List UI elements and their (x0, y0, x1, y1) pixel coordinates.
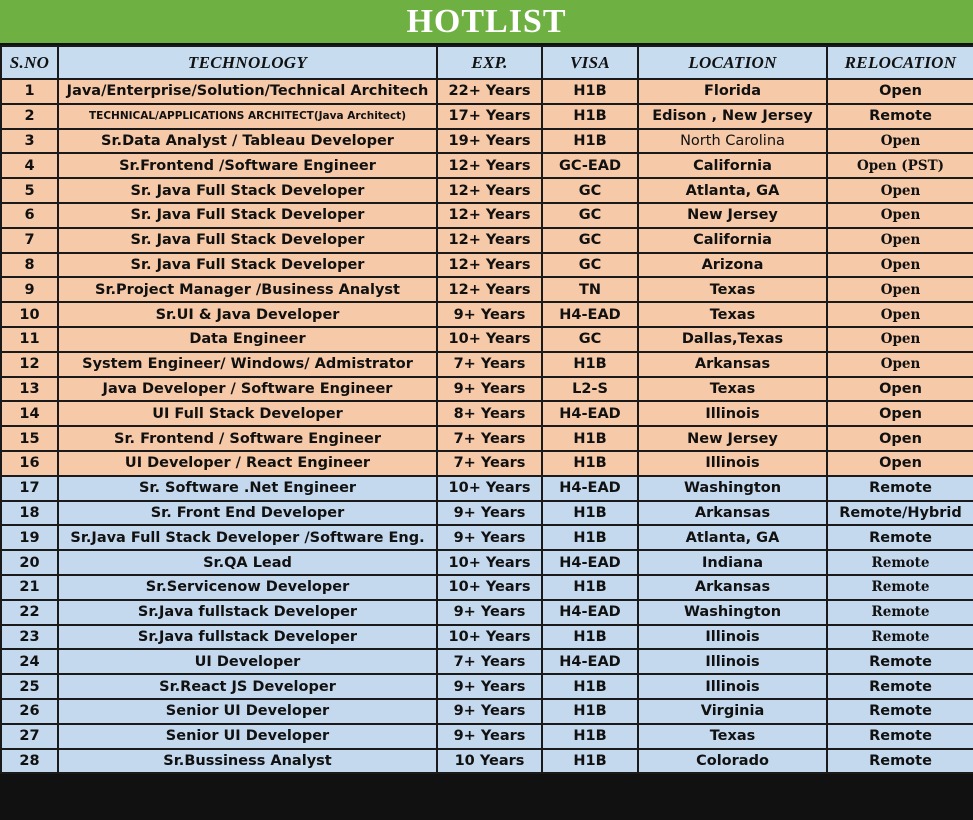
cell-exp: 9+ Years (437, 724, 542, 749)
cell-relocation: Remote (827, 104, 973, 129)
cell-visa: H1B (542, 501, 638, 526)
cell-exp: 10 Years (437, 749, 542, 774)
table-row (1, 377, 973, 402)
cell-location: Edison , New Jersey (638, 104, 827, 129)
table-row (1, 649, 973, 674)
cell-sno: 20 (1, 550, 58, 575)
cell-visa: H1B (542, 129, 638, 154)
cell-technology: Sr. Frontend / Software Engineer (58, 426, 437, 451)
cell-sno: 9 (1, 277, 58, 302)
cell-sno: 1 (1, 79, 58, 104)
cell-sno: 17 (1, 476, 58, 501)
cell-technology: Java/Enterprise/Solution/Technical Architech (58, 79, 437, 104)
cell-technology: Sr. Software .Net Engineer (58, 476, 437, 501)
cell-technology: UI Developer / React Engineer (58, 451, 437, 476)
cell-visa: H1B (542, 674, 638, 699)
cell-technology: Java Developer / Software Engineer (58, 377, 437, 402)
cell-visa: H1B (542, 352, 638, 377)
page-title: HOTLIST (0, 0, 973, 45)
cell-visa: GC (542, 327, 638, 352)
cell-relocation: Open (827, 253, 973, 278)
table-row (1, 451, 973, 476)
cell-technology: Sr. Front End Developer (58, 501, 437, 526)
cell-sno: 22 (1, 600, 58, 625)
table-row (1, 352, 973, 377)
cell-sno: 27 (1, 724, 58, 749)
table-row (1, 277, 973, 302)
cell-sno: 7 (1, 228, 58, 253)
cell-exp: 9+ Years (437, 525, 542, 550)
cell-exp: 8+ Years (437, 401, 542, 426)
cell-exp: 12+ Years (437, 203, 542, 228)
cell-visa: GC (542, 253, 638, 278)
cell-visa: H1B (542, 79, 638, 104)
cell-sno: 28 (1, 749, 58, 774)
table-row (1, 724, 973, 749)
table-row (1, 749, 973, 774)
cell-relocation: Remote/Hybrid (827, 501, 973, 526)
cell-location: Texas (638, 377, 827, 402)
cell-exp: 17+ Years (437, 104, 542, 129)
cell-sno: 3 (1, 129, 58, 154)
cell-technology: Sr.Java fullstack Developer (58, 600, 437, 625)
cell-location: North Carolina (638, 129, 827, 154)
table-row (1, 401, 973, 426)
column-header-exp: EXP. (437, 46, 542, 79)
cell-sno: 14 (1, 401, 58, 426)
table-row (1, 253, 973, 278)
cell-visa: H4-EAD (542, 302, 638, 327)
cell-relocation: Remote (827, 550, 973, 575)
cell-exp: 10+ Years (437, 575, 542, 600)
cell-location: Washington (638, 600, 827, 625)
cell-sno: 12 (1, 352, 58, 377)
table-body (1, 79, 973, 773)
cell-relocation: Remote (827, 625, 973, 650)
cell-exp: 9+ Years (437, 600, 542, 625)
table-row (1, 302, 973, 327)
cell-location: Illinois (638, 674, 827, 699)
table-row (1, 203, 973, 228)
cell-relocation: Open (PST) (827, 153, 973, 178)
cell-visa: L2-S (542, 377, 638, 402)
cell-relocation: Remote (827, 674, 973, 699)
cell-visa: GC-EAD (542, 153, 638, 178)
cell-technology: Sr.React JS Developer (58, 674, 437, 699)
cell-sno: 5 (1, 178, 58, 203)
cell-location: Florida (638, 79, 827, 104)
table-row (1, 153, 973, 178)
cell-technology: Sr. Java Full Stack Developer (58, 228, 437, 253)
cell-location: New Jersey (638, 203, 827, 228)
cell-technology: Sr. Java Full Stack Developer (58, 203, 437, 228)
cell-technology: UI Full Stack Developer (58, 401, 437, 426)
cell-visa: H4-EAD (542, 600, 638, 625)
table-row (1, 625, 973, 650)
cell-technology: TECHNICAL/APPLICATIONS ARCHITECT(Java Architect) (58, 104, 437, 129)
cell-exp: 10+ Years (437, 476, 542, 501)
cell-location: New Jersey (638, 426, 827, 451)
table-row (1, 575, 973, 600)
cell-technology: System Engineer/ Windows/ Admistrator (58, 352, 437, 377)
cell-exp: 9+ Years (437, 377, 542, 402)
cell-location: Arkansas (638, 352, 827, 377)
column-header-sno: S.NO (1, 46, 58, 79)
cell-relocation: Remote (827, 699, 973, 724)
column-header-relocation: RELOCATION (827, 46, 973, 79)
table-row (1, 129, 973, 154)
column-header-location: LOCATION (638, 46, 827, 79)
cell-relocation: Open (827, 451, 973, 476)
cell-visa: TN (542, 277, 638, 302)
cell-technology: Sr.QA Lead (58, 550, 437, 575)
cell-location: Illinois (638, 649, 827, 674)
cell-technology: Data Engineer (58, 327, 437, 352)
cell-sno: 8 (1, 253, 58, 278)
cell-relocation: Remote (827, 649, 973, 674)
cell-exp: 10+ Years (437, 625, 542, 650)
cell-location: Illinois (638, 625, 827, 650)
cell-exp: 12+ Years (437, 178, 542, 203)
cell-sno: 4 (1, 153, 58, 178)
cell-sno: 10 (1, 302, 58, 327)
cell-technology: Sr. Java Full Stack Developer (58, 253, 437, 278)
cell-exp: 9+ Years (437, 699, 542, 724)
cell-sno: 11 (1, 327, 58, 352)
cell-visa: H1B (542, 724, 638, 749)
cell-location: Illinois (638, 451, 827, 476)
cell-relocation: Remote (827, 476, 973, 501)
cell-relocation: Open (827, 277, 973, 302)
cell-relocation: Open (827, 302, 973, 327)
cell-relocation: Open (827, 327, 973, 352)
cell-sno: 2 (1, 104, 58, 129)
table-row (1, 600, 973, 625)
cell-exp: 9+ Years (437, 674, 542, 699)
cell-technology: Sr.Project Manager /Business Analyst (58, 277, 437, 302)
cell-visa: H1B (542, 426, 638, 451)
table-row (1, 674, 973, 699)
cell-relocation: Open (827, 401, 973, 426)
cell-exp: 7+ Years (437, 649, 542, 674)
cell-location: California (638, 228, 827, 253)
table-row (1, 476, 973, 501)
table-row (1, 550, 973, 575)
table-row (1, 79, 973, 104)
cell-sno: 26 (1, 699, 58, 724)
cell-location: California (638, 153, 827, 178)
cell-visa: H1B (542, 451, 638, 476)
cell-sno: 24 (1, 649, 58, 674)
cell-technology: Senior UI Developer (58, 699, 437, 724)
cell-location: Indiana (638, 550, 827, 575)
cell-location: Texas (638, 277, 827, 302)
column-header-technology: TECHNOLOGY (58, 46, 437, 79)
cell-relocation: Open (827, 79, 973, 104)
column-header-visa: VISA (542, 46, 638, 79)
cell-exp: 12+ Years (437, 253, 542, 278)
cell-technology: Sr.Frontend /Software Engineer (58, 153, 437, 178)
cell-location: Virginia (638, 699, 827, 724)
cell-sno: 23 (1, 625, 58, 650)
cell-exp: 19+ Years (437, 129, 542, 154)
cell-location: Arkansas (638, 575, 827, 600)
cell-sno: 13 (1, 377, 58, 402)
cell-exp: 7+ Years (437, 352, 542, 377)
cell-exp: 7+ Years (437, 451, 542, 476)
table-row (1, 327, 973, 352)
table-row (1, 501, 973, 526)
cell-exp: 7+ Years (437, 426, 542, 451)
cell-location: Colorado (638, 749, 827, 774)
cell-exp: 12+ Years (437, 228, 542, 253)
cell-relocation: Open (827, 129, 973, 154)
cell-visa: GC (542, 203, 638, 228)
cell-technology: Sr.UI & Java Developer (58, 302, 437, 327)
cell-visa: H4-EAD (542, 649, 638, 674)
cell-visa: H4-EAD (542, 401, 638, 426)
cell-sno: 25 (1, 674, 58, 699)
cell-relocation: Remote (827, 749, 973, 774)
cell-relocation: Remote (827, 600, 973, 625)
cell-visa: H1B (542, 749, 638, 774)
cell-visa: H1B (542, 699, 638, 724)
cell-visa: GC (542, 178, 638, 203)
cell-relocation: Remote (827, 575, 973, 600)
cell-visa: H1B (542, 104, 638, 129)
table-row (1, 699, 973, 724)
cell-location: Atlanta, GA (638, 525, 827, 550)
cell-location: Washington (638, 476, 827, 501)
cell-visa: H4-EAD (542, 476, 638, 501)
cell-location: Illinois (638, 401, 827, 426)
cell-sno: 6 (1, 203, 58, 228)
cell-visa: H1B (542, 525, 638, 550)
cell-exp: 10+ Years (437, 327, 542, 352)
cell-visa: H1B (542, 625, 638, 650)
cell-relocation: Open (827, 352, 973, 377)
cell-relocation: Remote (827, 724, 973, 749)
cell-relocation: Open (827, 426, 973, 451)
cell-relocation: Open (827, 178, 973, 203)
cell-visa: GC (542, 228, 638, 253)
cell-visa: H1B (542, 575, 638, 600)
cell-location: Texas (638, 724, 827, 749)
hotlist-table (0, 45, 973, 774)
cell-sno: 21 (1, 575, 58, 600)
cell-sno: 16 (1, 451, 58, 476)
cell-exp: 9+ Years (437, 302, 542, 327)
cell-location: Dallas,Texas (638, 327, 827, 352)
cell-relocation: Open (827, 228, 973, 253)
cell-relocation: Remote (827, 525, 973, 550)
cell-technology: Sr.Java Full Stack Developer /Software Eng. (58, 525, 437, 550)
cell-sno: 15 (1, 426, 58, 451)
table-row (1, 104, 973, 129)
cell-technology: Sr.Bussiness Analyst (58, 749, 437, 774)
cell-technology: UI Developer (58, 649, 437, 674)
cell-technology: Sr.Data Analyst / Tableau Developer (58, 129, 437, 154)
cell-visa: H4-EAD (542, 550, 638, 575)
cell-sno: 19 (1, 525, 58, 550)
cell-technology: Senior UI Developer (58, 724, 437, 749)
cell-exp: 12+ Years (437, 277, 542, 302)
cell-sno: 18 (1, 501, 58, 526)
cell-location: Arkansas (638, 501, 827, 526)
cell-technology: Sr.Servicenow Developer (58, 575, 437, 600)
cell-location: Texas (638, 302, 827, 327)
cell-technology: Sr.Java fullstack Developer (58, 625, 437, 650)
cell-exp: 12+ Years (437, 153, 542, 178)
header-row (1, 46, 973, 79)
table-row (1, 426, 973, 451)
cell-relocation: Open (827, 203, 973, 228)
cell-location: Atlanta, GA (638, 178, 827, 203)
cell-exp: 22+ Years (437, 79, 542, 104)
table-row (1, 178, 973, 203)
cell-exp: 10+ Years (437, 550, 542, 575)
cell-relocation: Open (827, 377, 973, 402)
cell-exp: 9+ Years (437, 501, 542, 526)
cell-technology: Sr. Java Full Stack Developer (58, 178, 437, 203)
cell-location: Arizona (638, 253, 827, 278)
table-row (1, 228, 973, 253)
table-row (1, 525, 973, 550)
